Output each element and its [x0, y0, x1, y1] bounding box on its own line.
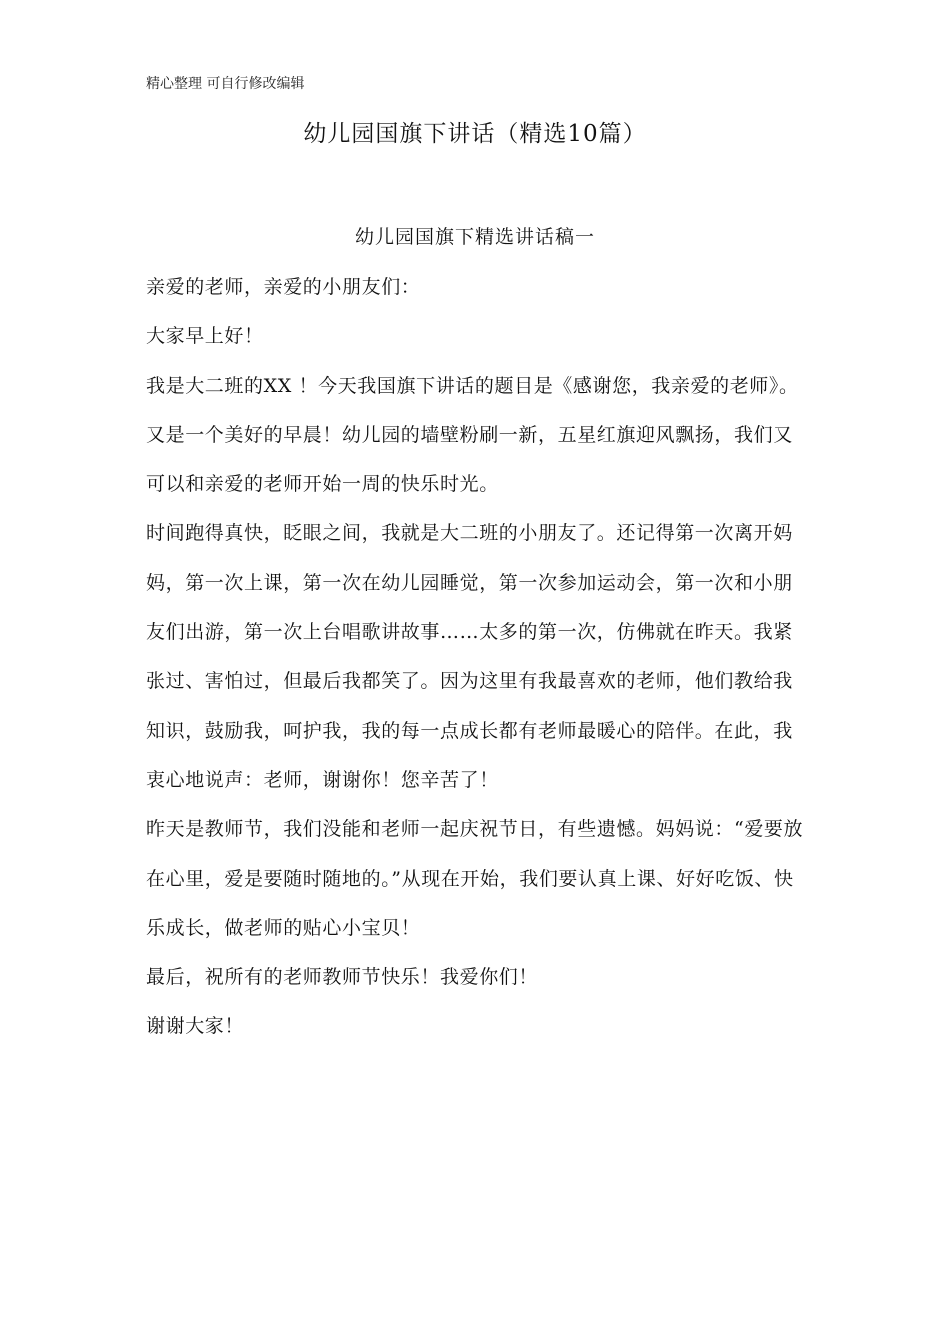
- paragraph-teachers-day: 昨天是教师节，我们没能和老师一起庆祝节日，有些遗憾。妈妈说：“爱要放在心里，爱是要随时随地的。”从现在开始，我们要认真上课、好好吃饭、快乐成长，做老师的贴心小宝贝！: [146, 818, 804, 939]
- paragraph-greeting: 亲爱的老师，亲爱的小朋友们：: [146, 276, 421, 298]
- paragraph-intro: 我是大二班的XX ！今天我国旗下讲话的题目是《感谢您，我亲爱的老师》。: [146, 374, 799, 397]
- paragraph-morning: 大家早上好！: [146, 325, 264, 348]
- paragraph-thanks: 谢谢大家！: [146, 1015, 245, 1038]
- document-title: 幼儿园国旗下讲话（精选10篇）: [303, 121, 647, 147]
- header-note: 精心整理 可自行修改编辑: [146, 76, 305, 92]
- speech-body: [146, 263, 811, 1052]
- paragraph-memories: 时间跑得真快，眨眼之间，我就是大二班的小朋友了。还记得第一次离开妈妈，第一次上课，第一次在幼儿园睡觉，第一次参加运动会，第一次和小朋友们出游，第一次上台唱歌讲故事……太多的第一次，仿佛就在昨天。我紧张过、害怕过，但最后我都笑了。因为这里有我最喜欢的老师，他们教给我知识，鼓励我，呵护我，我的每一点成长都有老师最暖心的陪伴。在此，我衷心地说声：老师，谢谢你！您辛苦了！: [146, 522, 793, 791]
- section-title: 幼儿园国旗下精选讲话稿一: [354, 226, 595, 248]
- paragraph-wishes: 最后，祝所有的老师教师节快乐！我爱你们！: [146, 966, 539, 989]
- paragraph-scene: 又是一个美好的早晨！幼儿园的墙壁粉刷一新，五星红旗迎风飘扬，我们又可以和亲爱的老师开始一周的快乐时光。: [146, 423, 793, 496]
